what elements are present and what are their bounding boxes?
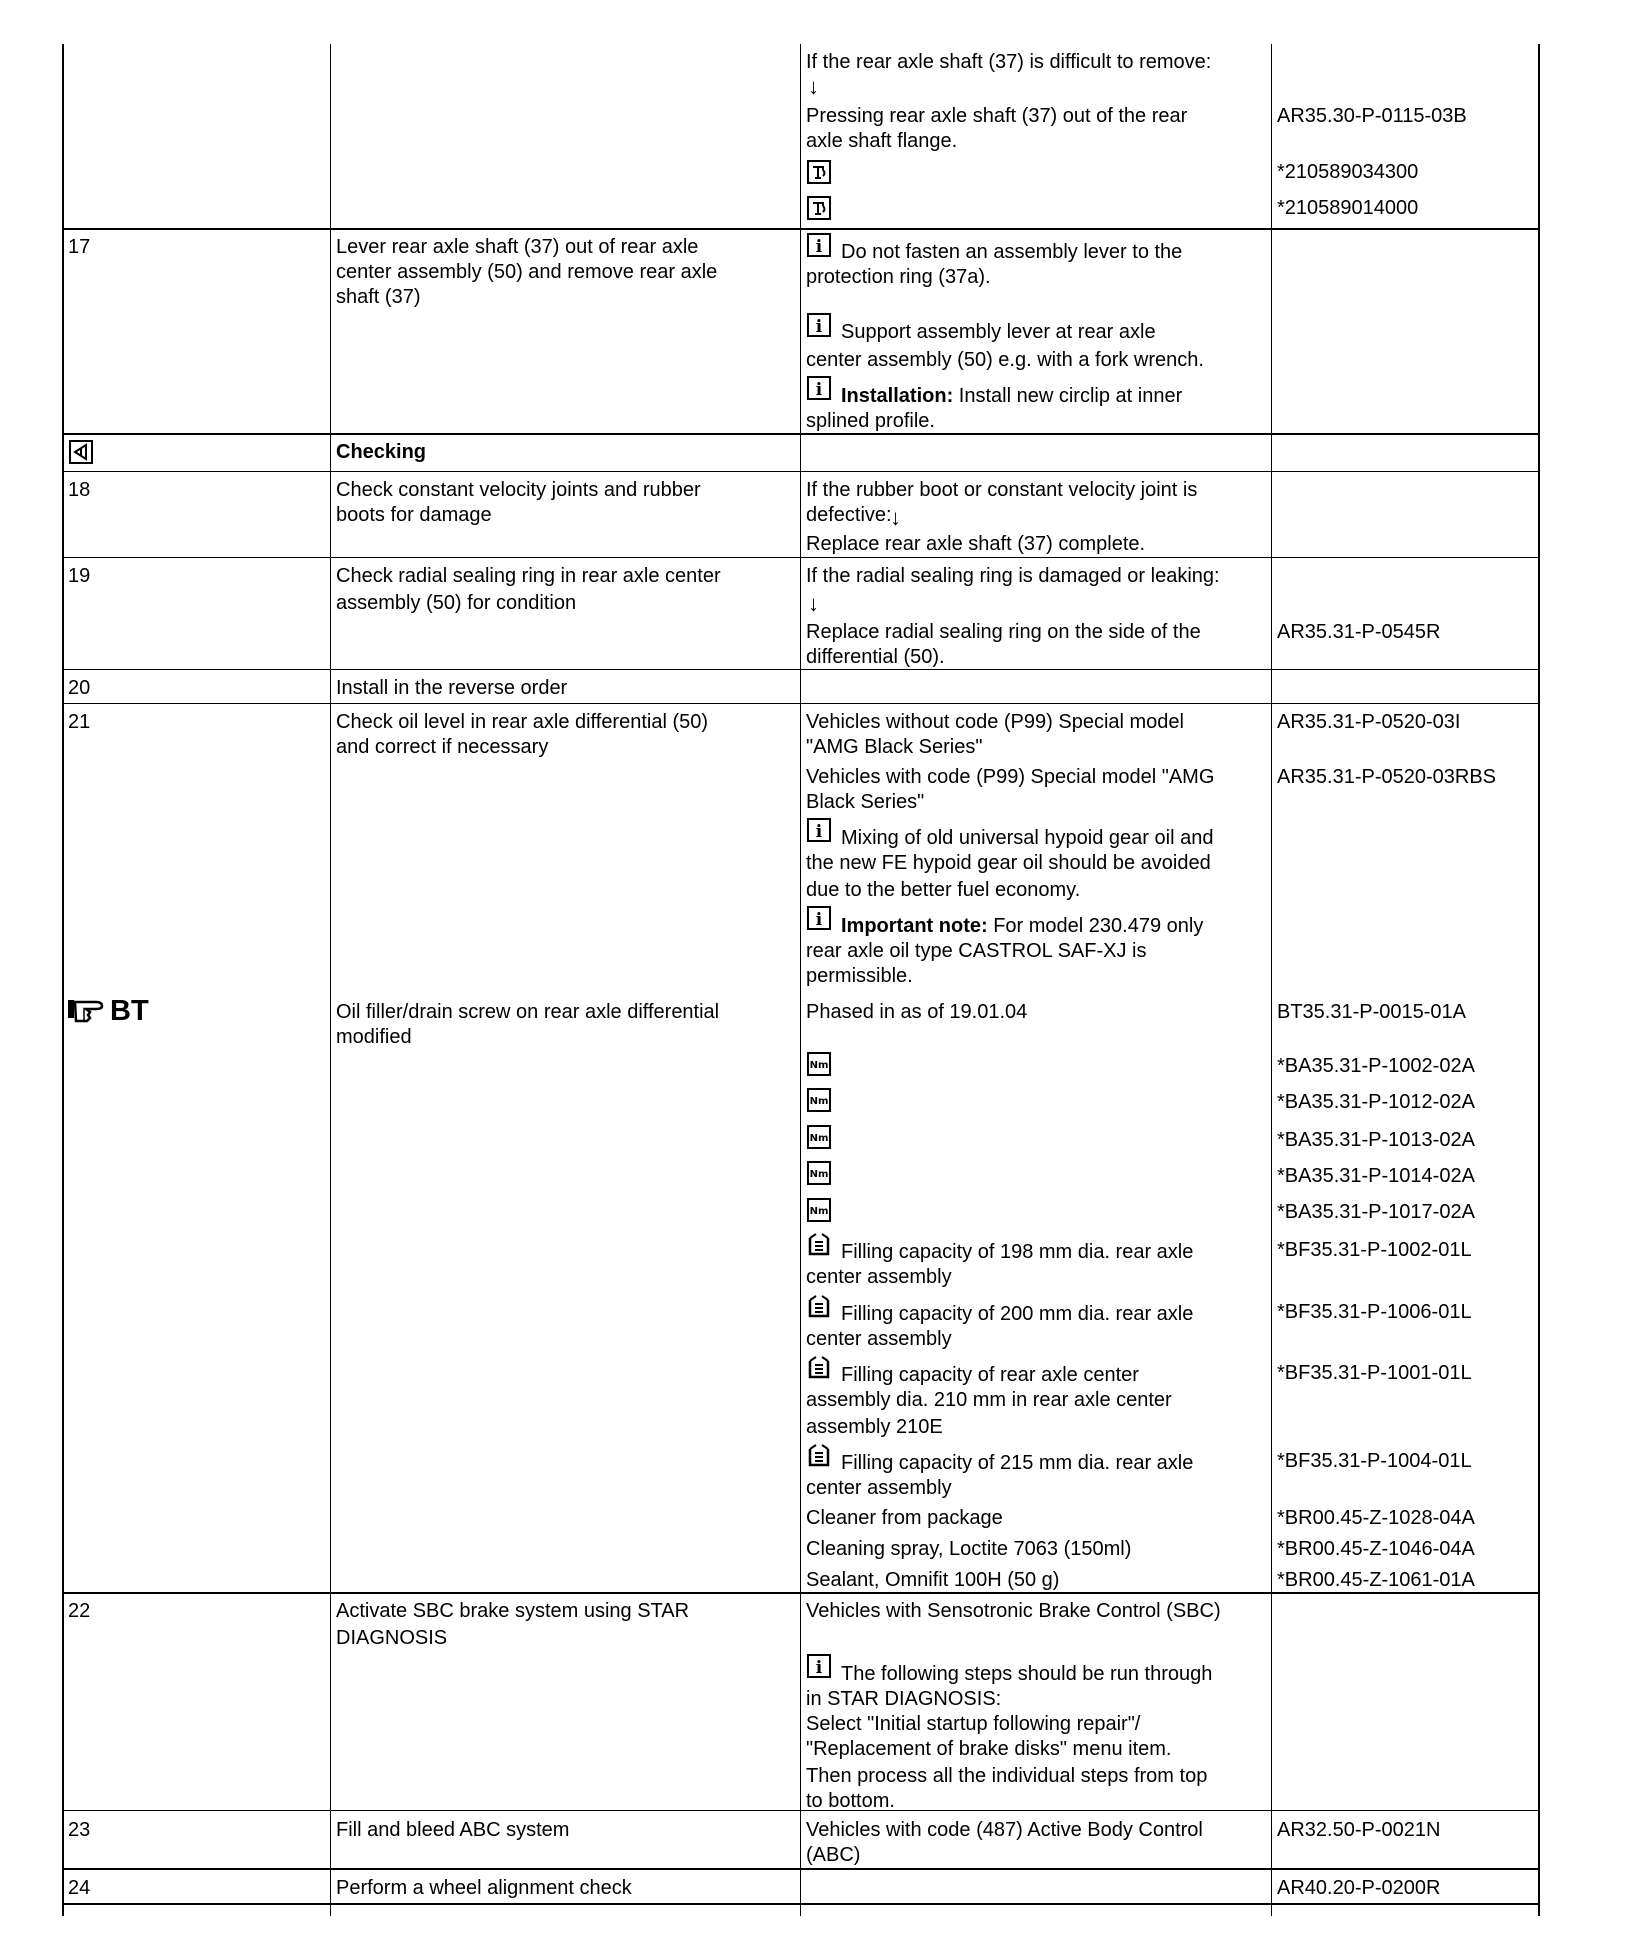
step-description: Check oil level in rear axle differential (50): [336, 711, 709, 733]
step-number: 21: [68, 711, 91, 733]
step-number: 22: [68, 1600, 91, 1622]
oil-capacity-icon: [807, 1443, 831, 1467]
info-note: the new FE hypoid gear oil should be avoided: [806, 852, 1211, 874]
bt-reference: BT35.31-P-0015-01A: [1277, 1001, 1467, 1023]
bt-description: Oil filler/drain screw on rear axle differential: [336, 1001, 720, 1023]
vehicle-condition: Vehicles with Sensotronic Brake Control (SBC): [806, 1600, 1221, 1622]
step-number: 19: [68, 565, 91, 587]
oil-capacity-icon: [807, 1355, 831, 1379]
note-label: Installation:: [841, 385, 954, 407]
step-reference: AR35.31-P-0545R: [1277, 621, 1441, 643]
step-number: 17: [68, 236, 91, 258]
filling-capacity: center assembly: [806, 1477, 952, 1499]
info-note: permissible.: [806, 965, 913, 987]
row-divider: [62, 557, 1540, 558]
info-note: due to the better fuel economy.: [806, 879, 1081, 901]
table-column-divider: [1271, 44, 1272, 1916]
bt-label: BT: [110, 995, 149, 1027]
step-reference: AR35.31-P-0520-03RBS: [1277, 766, 1497, 788]
info-icon: [807, 1654, 831, 1678]
info-icon: [807, 376, 831, 400]
filling-capacity: Filling capacity of rear axle center: [841, 1364, 1139, 1386]
filling-capacity: assembly dia. 210 mm in rear axle center: [806, 1389, 1172, 1411]
torque-nm-icon: [807, 1125, 831, 1149]
step-description: assembly (50) for condition: [336, 592, 577, 614]
row-divider: [62, 228, 1540, 230]
table-column-divider: [330, 44, 331, 1916]
consumable-item: Cleaner from package: [806, 1507, 1003, 1529]
step-reference: AR35.31-P-0520-03I: [1277, 711, 1461, 733]
filling-capacity: Filling capacity of 200 mm dia. rear axle: [841, 1303, 1194, 1325]
info-note: splined profile.: [806, 410, 935, 432]
info-note: Select "Initial startup following repair"/: [806, 1713, 1141, 1735]
step-description: Perform a wheel alignment check: [336, 1877, 632, 1899]
step-action: differential (50).: [806, 646, 945, 668]
torque-nm-icon: [807, 1088, 831, 1112]
step-condition: If the radial sealing ring is damaged or leaking:: [806, 565, 1220, 587]
row16-reference: AR35.30-P-0115-03B: [1277, 105, 1467, 127]
step-number: 20: [68, 677, 91, 699]
table-border-left: [62, 44, 64, 1916]
row16-action: axle shaft flange.: [806, 130, 958, 152]
special-tool-icon: [807, 196, 831, 220]
note-text: Install new circlip at inner: [958, 385, 1183, 407]
consumable-item: Cleaning spray, Loctite 7063 (150ml): [806, 1538, 1132, 1560]
consumable-reference: *BR00.45-Z-1061-01A: [1277, 1569, 1475, 1591]
info-note: to bottom.: [806, 1790, 895, 1812]
row-divider: [62, 433, 1540, 435]
torque-reference: *BA35.31-P-1014-02A: [1277, 1165, 1475, 1187]
info-note: The following steps should be run through: [841, 1663, 1213, 1685]
row-divider: [62, 1868, 1540, 1870]
step-reference: AR32.50-P-0021N: [1277, 1819, 1441, 1841]
step-description: Install in the reverse order: [336, 677, 568, 699]
info-icon: [807, 906, 831, 930]
filling-capacity: Filling capacity of 198 mm dia. rear axle: [841, 1241, 1194, 1263]
special-tool-icon: [807, 160, 831, 184]
row-divider: [62, 1810, 1540, 1811]
row-divider: [62, 471, 1540, 472]
table-border-bottom: [62, 1903, 1540, 1905]
info-note: protection ring (37a).: [806, 266, 991, 288]
vehicle-condition: "AMG Black Series": [806, 736, 983, 758]
info-note: center assembly (50) e.g. with a fork wrench.: [806, 349, 1204, 371]
torque-reference: *BA35.31-P-1002-02A: [1277, 1055, 1475, 1077]
pointing-hand-icon: [66, 996, 106, 1024]
row16-tool-number: *210589014000: [1277, 197, 1419, 219]
vehicle-condition: (ABC): [806, 1844, 861, 1866]
filling-reference: *BF35.31-P-1004-01L: [1277, 1450, 1472, 1472]
row16-condition: If the rear axle shaft (37) is difficult to remove:: [806, 51, 1212, 73]
step-description: shaft (37): [336, 286, 421, 308]
down-arrow-icon: ↓: [808, 74, 819, 99]
step-reference: AR40.20-P-0200R: [1277, 1877, 1441, 1899]
filling-capacity: Filling capacity of 215 mm dia. rear axle: [841, 1452, 1194, 1474]
torque-nm-icon: [807, 1052, 831, 1076]
step-condition: defective:: [806, 504, 892, 526]
info-note: Mixing of old universal hypoid gear oil and: [841, 827, 1214, 849]
filling-reference: *BF35.31-P-1001-01L: [1277, 1362, 1472, 1384]
info-icon: [807, 818, 831, 842]
bt-description: modified: [336, 1026, 412, 1048]
row16-tool-number: *210589034300: [1277, 161, 1419, 183]
step-description: center assembly (50) and remove rear axle: [336, 261, 718, 283]
info-note: in STAR DIAGNOSIS:: [806, 1688, 1002, 1710]
info-icon: [807, 313, 831, 337]
info-note: rear axle oil type CASTROL SAF-XJ is: [806, 940, 1147, 962]
consumable-reference: *BR00.45-Z-1028-04A: [1277, 1507, 1475, 1529]
row-divider: [62, 669, 1540, 670]
step-action: Replace rear axle shaft (37) complete.: [806, 533, 1146, 555]
phased-in-date: Phased in as of 19.01.04: [806, 1001, 1028, 1023]
step-number: 23: [68, 1819, 91, 1841]
consumable-item: Sealant, Omnifit 100H (50 g): [806, 1569, 1060, 1591]
table-column-divider: [800, 44, 801, 1916]
section-heading: Checking: [336, 441, 427, 463]
note-label: Important note:: [841, 915, 988, 937]
step-description: Check radial sealing ring in rear axle center: [336, 565, 721, 587]
step-description: Activate SBC brake system using STAR: [336, 1600, 690, 1622]
info-note: Do not fasten an assembly lever to the: [841, 241, 1183, 263]
step-description: DIAGNOSIS: [336, 1627, 448, 1649]
filling-capacity: center assembly: [806, 1328, 952, 1350]
step-description: Lever rear axle shaft (37) out of rear axle: [336, 236, 699, 258]
consumable-reference: *BR00.45-Z-1046-04A: [1277, 1538, 1475, 1560]
filling-reference: *BF35.31-P-1006-01L: [1277, 1301, 1472, 1323]
down-arrow-icon: ↓: [890, 505, 901, 530]
info-note: [841, 384, 1182, 409]
filling-reference: *BF35.31-P-1002-01L: [1277, 1239, 1472, 1261]
oil-capacity-icon: [807, 1232, 831, 1256]
step-description: and correct if necessary: [336, 736, 549, 758]
info-note: [841, 914, 1203, 939]
step-number: 24: [68, 1877, 91, 1899]
step-description: boots for damage: [336, 504, 492, 526]
info-note: Support assembly lever at rear axle: [841, 321, 1156, 343]
info-note: Then process all the individual steps from top: [806, 1765, 1208, 1787]
torque-nm-icon: [807, 1198, 831, 1222]
info-icon: [807, 233, 831, 257]
torque-reference: *BA35.31-P-1017-02A: [1277, 1201, 1475, 1223]
step-condition: If the rubber boot or constant velocity joint is: [806, 479, 1198, 501]
torque-reference: *BA35.31-P-1013-02A: [1277, 1129, 1475, 1151]
vehicle-condition: Vehicles with code (487) Active Body Control: [806, 1819, 1203, 1841]
oil-capacity-icon: [807, 1294, 831, 1318]
down-arrow-icon: ↓: [808, 591, 819, 616]
vehicle-condition: Black Series": [806, 791, 925, 813]
torque-nm-icon: [807, 1161, 831, 1185]
step-back-icon: [69, 440, 93, 464]
filling-capacity: assembly 210E: [806, 1416, 943, 1438]
filling-capacity: center assembly: [806, 1266, 952, 1288]
row-divider: [62, 703, 1540, 704]
note-text: For model 230.479 only: [993, 915, 1204, 937]
step-description: Check constant velocity joints and rubber: [336, 479, 701, 501]
info-note: "Replacement of brake disks" menu item.: [806, 1738, 1172, 1760]
step-action: Replace radial sealing ring on the side of the: [806, 621, 1201, 643]
table-border-right: [1538, 44, 1540, 1916]
row16-action: Pressing rear axle shaft (37) out of the rear: [806, 105, 1188, 127]
step-description: Fill and bleed ABC system: [336, 1819, 570, 1841]
step-number: 18: [68, 479, 91, 501]
vehicle-condition: Vehicles with code (P99) Special model "AMG: [806, 766, 1215, 788]
torque-reference: *BA35.31-P-1012-02A: [1277, 1091, 1475, 1113]
vehicle-condition: Vehicles without code (P99) Special model: [806, 711, 1184, 733]
